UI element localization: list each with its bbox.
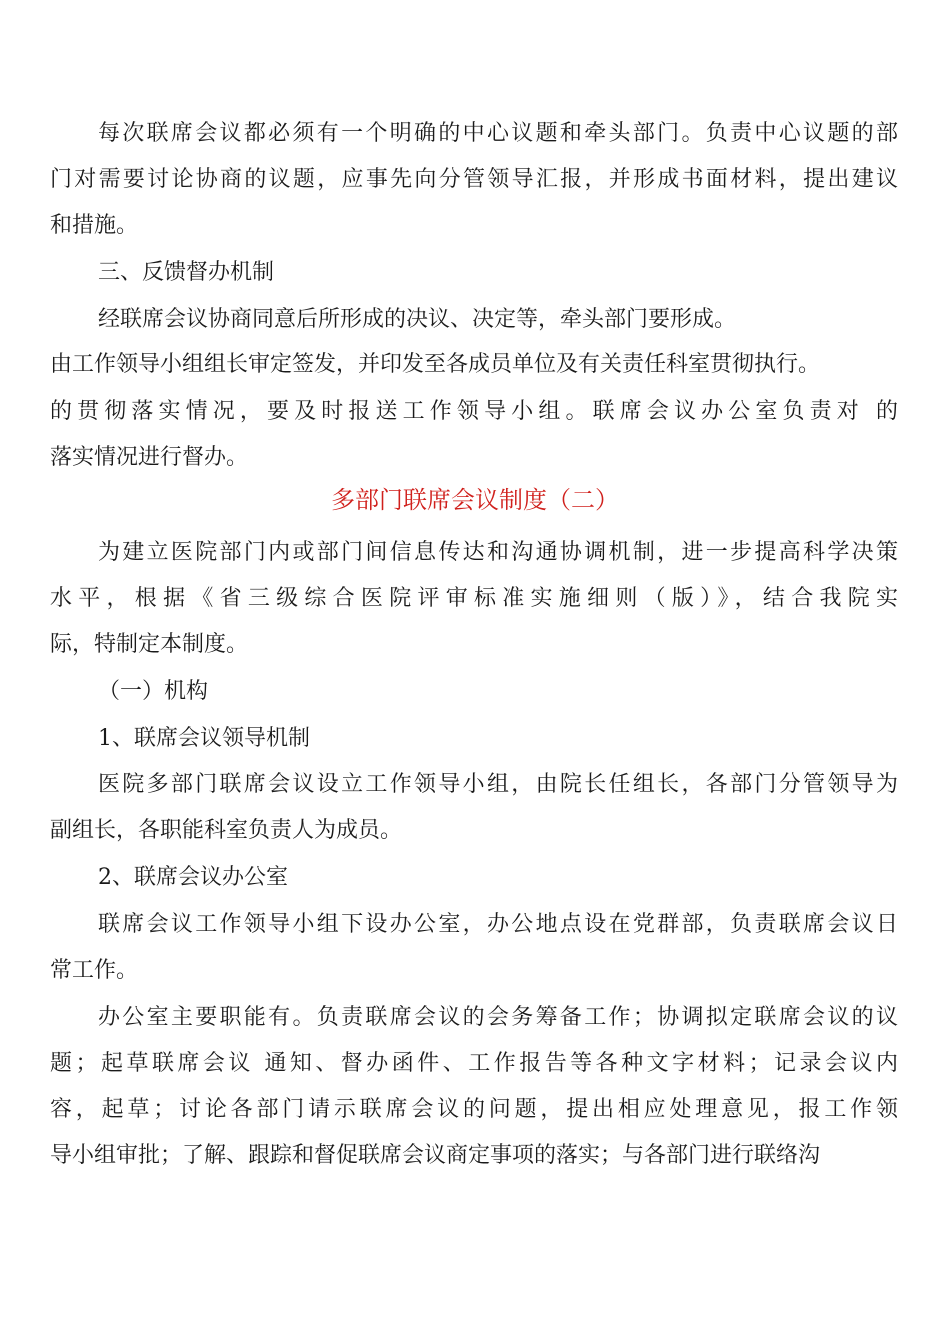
paragraph-line: 办公室主要职能有。负责联席会议的会务筹备工作；协调拟定联席会议的议: [98, 1005, 898, 1030]
document-title: 多部门联席会议制度（二）: [331, 486, 619, 514]
paragraph-line: 水平，根据《省三级综合医院评审标准实施细则（版）》，结合我院实: [50, 586, 898, 611]
paragraph-line: 容，起草；讨论各部门请示联席会议的问题，提出相应处理意见，报工作领: [50, 1097, 898, 1122]
subsection-heading: 1、联席会议领导机制: [98, 726, 310, 751]
paragraph-line: 经联席会议协商同意后所形成的决议、决定等，牵头部门要形成。: [98, 307, 737, 332]
paragraph-line: 际，特制定本制度。: [50, 632, 249, 657]
paragraph-line: 联席会议工作领导小组下设办公室，办公地点设在党群部，负责联席会议日: [98, 912, 898, 937]
paragraph-line: 由工作领导小组组长审定签发，并印发至各成员单位及有关责任科室贯彻执行。: [50, 352, 821, 377]
paragraph-line: 题；起草联席会议 通知、督办函件、工作报告等各种文字材料；记录会议内: [50, 1051, 898, 1076]
paragraph-line: 导小组审批；了解、跟踪和督促联席会议商定事项的落实；与各部门进行联络沟: [50, 1143, 821, 1168]
paragraph-line: 为建立医院部门内或部门间信息传达和沟通协调机制，进一步提高科学决策: [98, 540, 898, 565]
paragraph-line: 副组长，各职能科室负责人为成员。: [50, 818, 403, 843]
section-heading: （一）机构: [98, 679, 209, 704]
subsection-heading: 2、联席会议办公室: [98, 865, 288, 890]
paragraph-line: 落实情况进行督办。: [50, 445, 249, 470]
paragraph-line: 和措施。: [50, 213, 139, 238]
paragraph-line: 常工作。: [50, 958, 139, 983]
paragraph-line: 每次联席会议都必须有一个明确的中心议题和牵头部门。负责中心议题的部: [98, 121, 898, 146]
paragraph-line: 的贯彻落实情况，要及时报送工作领导小组。联席会议办公室负责对 的: [50, 399, 898, 424]
paragraph-line: 门对需要讨论协商的议题，应事先向分管领导汇报，并形成书面材料，提出建议: [50, 167, 898, 192]
section-heading: 三、反馈督办机制: [98, 260, 275, 285]
paragraph-line: 医院多部门联席会议设立工作领导小组，由院长任组长，各部门分管领导为: [98, 772, 898, 797]
